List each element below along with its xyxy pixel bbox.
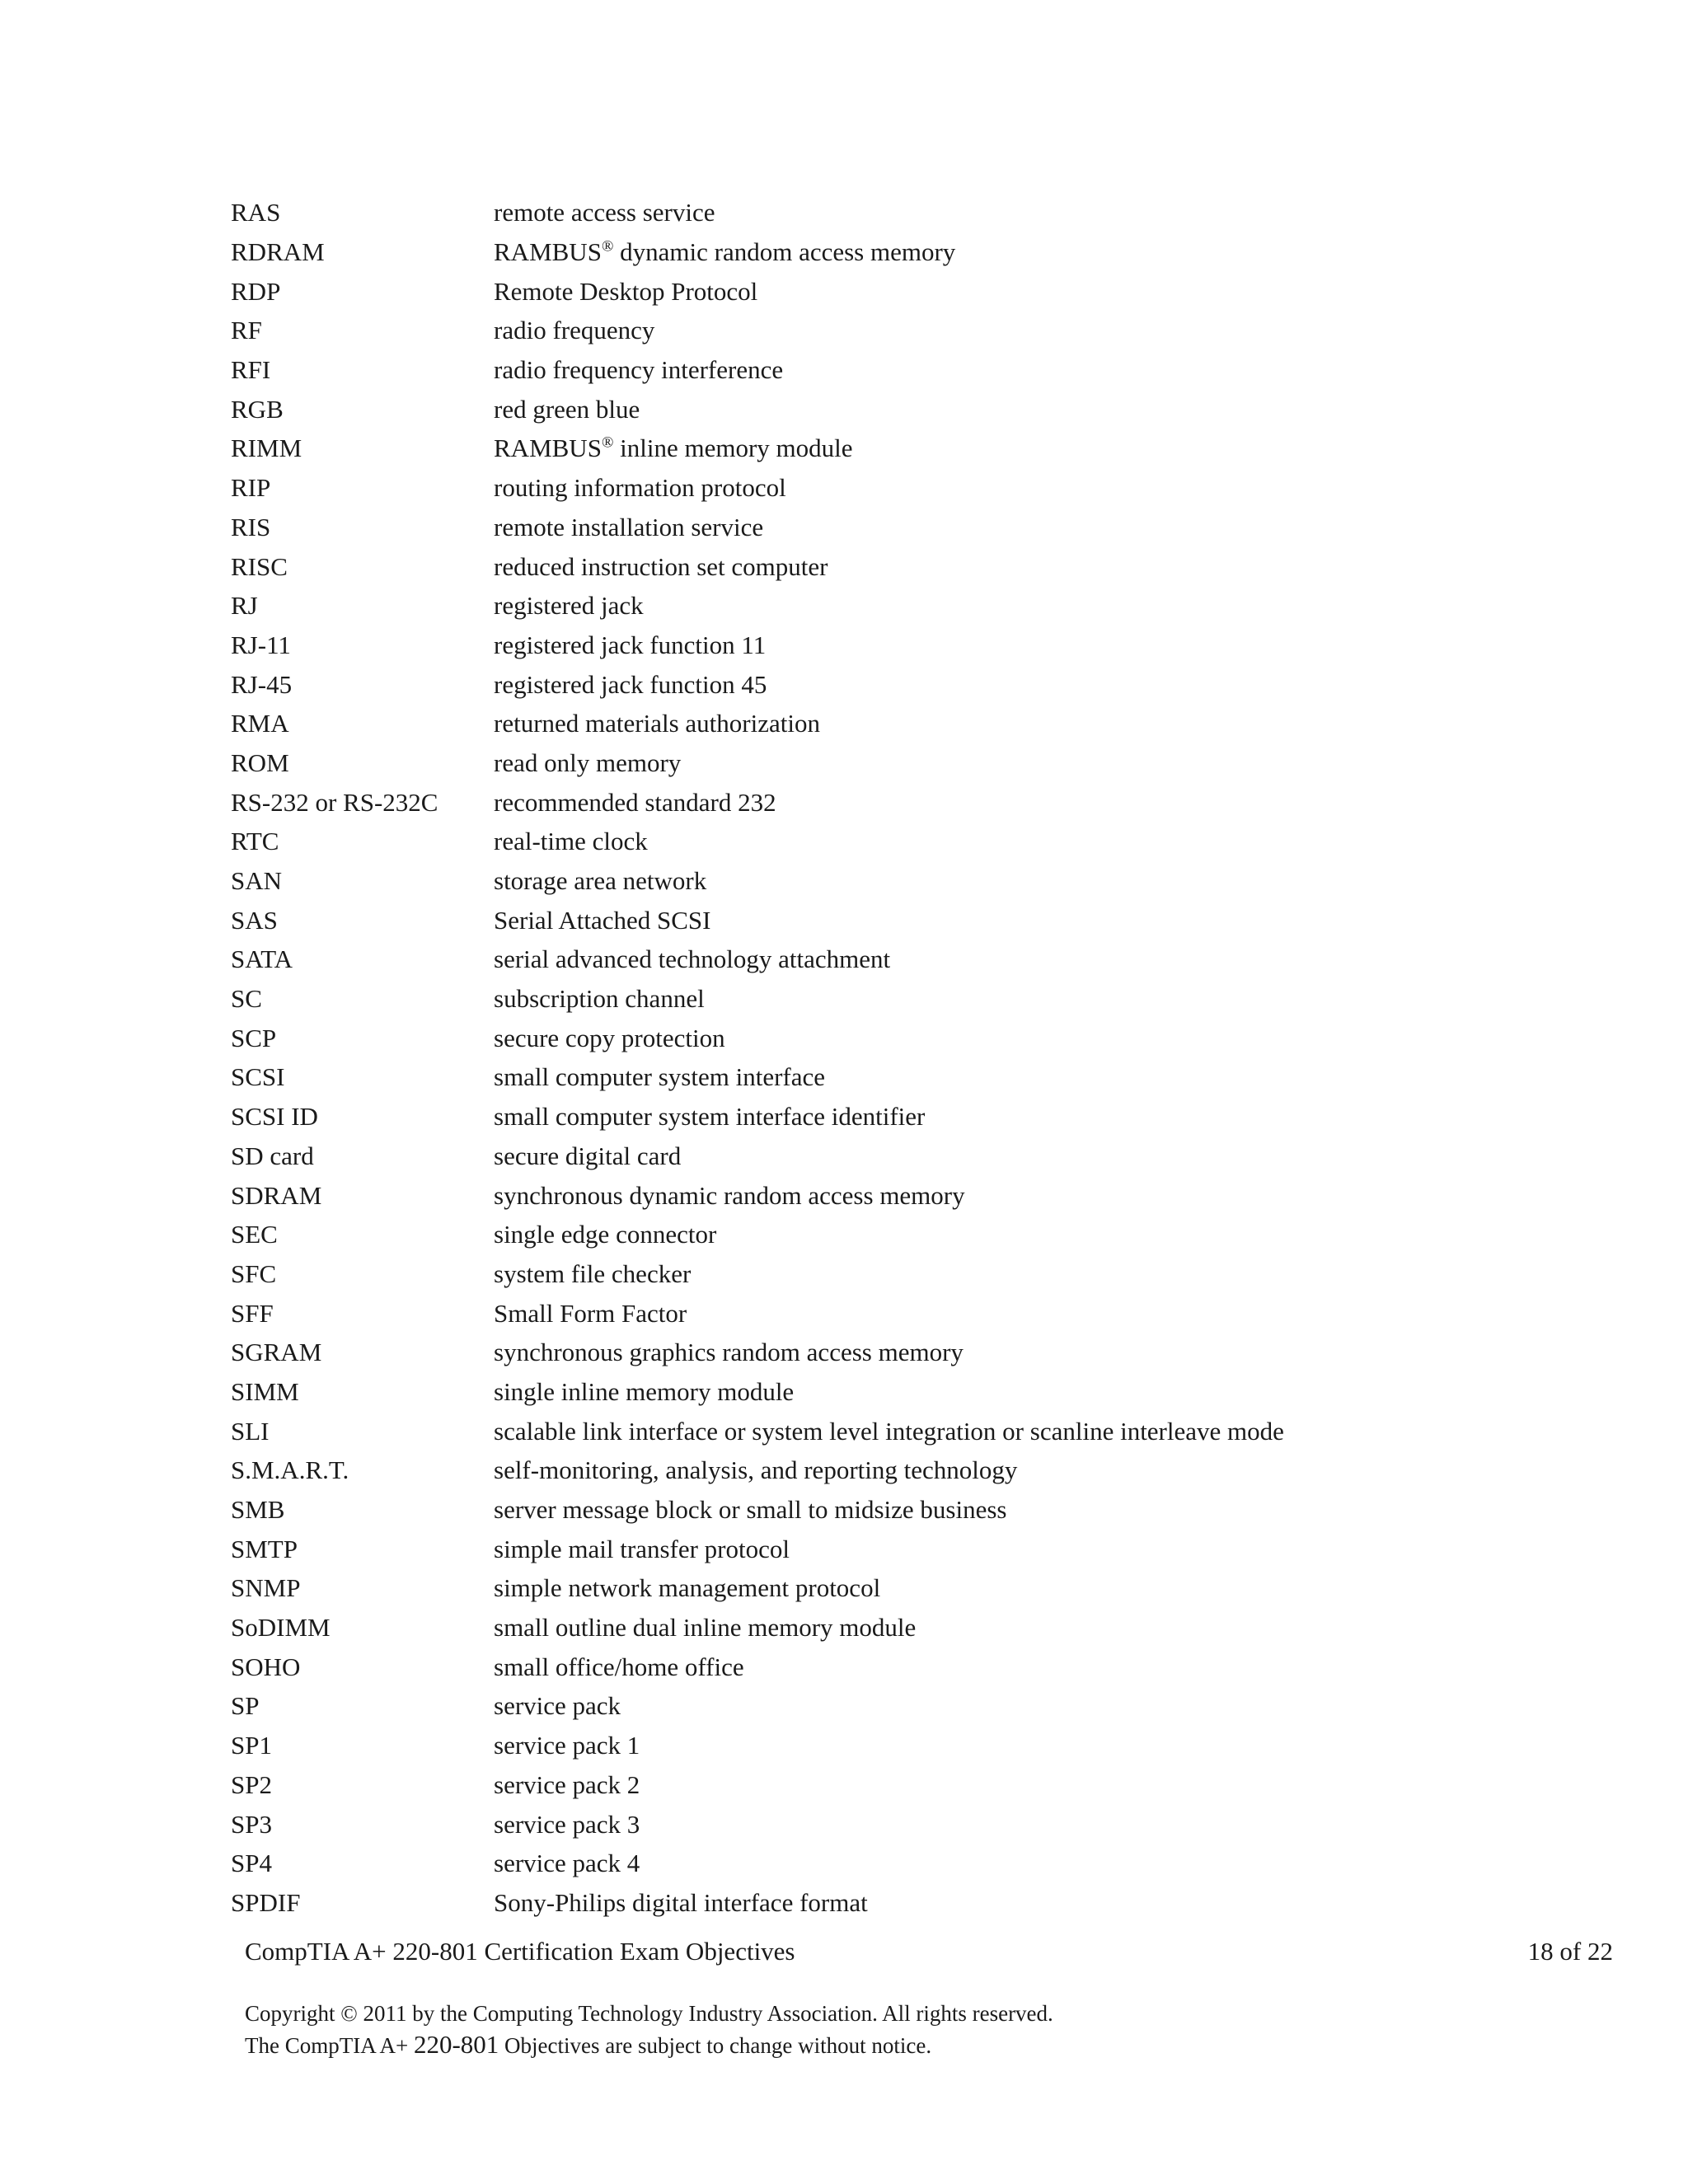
acronym-row [231, 1647, 1467, 1686]
page-number: 18 of 22 [1527, 1937, 1613, 1966]
registered-mark: ® [601, 237, 614, 255]
page-footer [245, 1937, 1613, 1966]
acronym-definition: remote installation service [494, 512, 764, 541]
acronym-term: SD card [231, 1141, 314, 1170]
acronym-row [231, 626, 1467, 665]
acronym-row [231, 822, 1467, 861]
acronym-definition: self-monitoring, analysis, and reporting technology [494, 1455, 1018, 1485]
acronym-row [231, 271, 1467, 311]
acronym-term: SIMM [231, 1376, 299, 1406]
acronym-definition: synchronous dynamic random access memory [494, 1180, 965, 1210]
acronym-definition: small computer system interface [494, 1062, 826, 1092]
acronym-term: SP1 [231, 1731, 272, 1760]
acronym-term: SCP [231, 1023, 277, 1052]
acronym-term: RJ-11 [231, 630, 291, 659]
acronym-definition: secure copy protection [494, 1023, 725, 1052]
acronym-row [231, 350, 1467, 390]
acronym-row [231, 1254, 1467, 1294]
acronym-row [231, 1451, 1467, 1490]
acronym-row [231, 311, 1467, 350]
acronym-term: RIMM [231, 434, 302, 463]
acronym-term: ROM [231, 748, 289, 777]
acronym-definition: registered jack [494, 591, 644, 621]
acronym-row [231, 232, 1467, 272]
acronym-term: SMB [231, 1495, 285, 1525]
definition-text: RAMBUS [494, 237, 602, 267]
acronym-definition: service pack [494, 1691, 621, 1721]
acronym-definition: small computer system interface identifier [494, 1102, 926, 1132]
acronym-term: SOHO [231, 1652, 301, 1681]
acronym-row [231, 586, 1467, 626]
acronym-definition: storage area network [494, 866, 707, 896]
acronym-definition [494, 435, 1467, 461]
acronym-definition: service pack 3 [494, 1809, 640, 1839]
footer-title: CompTIA A+ 220-801 Certification Exam Objectives [245, 1937, 795, 1966]
acronym-row [231, 664, 1467, 704]
acronym-term: SAS [231, 905, 278, 935]
acronym-definition: scalable link interface or system level integration or scanline interleave mode [494, 1416, 1284, 1446]
definition-text: inline memory module [613, 434, 853, 463]
acronym-definition: returned materials authorization [494, 709, 820, 738]
acronym-term: RIS [231, 512, 271, 541]
acronym-definition: server message block or small to midsize business [494, 1495, 1007, 1525]
acronym-definition: read only memory [494, 748, 682, 777]
acronym-term: RDRAM [231, 237, 325, 267]
acronym-term: SPDIF [231, 1887, 301, 1917]
acronym-row [231, 782, 1467, 822]
acronym-term: SFC [231, 1258, 277, 1288]
acronym-definition: routing information protocol [494, 473, 786, 503]
definition-text: RAMBUS [494, 434, 602, 463]
acronym-term: RISC [231, 551, 288, 581]
acronym-term: SP4 [231, 1849, 272, 1878]
acronym-term: SCSI ID [231, 1102, 318, 1132]
acronym-term: RMA [231, 709, 289, 738]
notice-code: 220-801 [413, 2030, 499, 2059]
acronym-row [231, 1883, 1467, 1923]
acronym-row [231, 940, 1467, 979]
acronym-row [231, 193, 1467, 232]
acronym-row [231, 468, 1467, 508]
acronym-term: SC [231, 984, 262, 1014]
acronym-definition: reduced instruction set computer [494, 551, 828, 581]
acronym-term: RIP [231, 473, 271, 503]
acronym-row [231, 1490, 1467, 1530]
acronym-definition: system file checker [494, 1258, 692, 1288]
acronym-term: SP2 [231, 1769, 272, 1799]
acronym-row [231, 1608, 1467, 1647]
registered-mark: ® [601, 434, 614, 452]
acronym-definition: registered jack function 45 [494, 669, 767, 699]
notice-prefix: The CompTIA A+ [245, 2033, 414, 2058]
acronym-row [231, 1057, 1467, 1097]
acronym-term: SNMP [231, 1573, 301, 1603]
acronym-definition: simple mail transfer protocol [494, 1534, 790, 1563]
acronym-list [231, 193, 1467, 1922]
acronym-row [231, 1529, 1467, 1568]
acronym-row [231, 1097, 1467, 1137]
acronym-term: SCSI [231, 1062, 285, 1092]
acronym-definition: serial advanced technology attachment [494, 944, 891, 974]
acronym-term: RJ [231, 591, 258, 621]
copyright-line: Copyright © 2011 by the Computing Technology Industry Association. All rights reserved. [245, 2001, 1053, 2026]
notice-line [245, 2029, 1053, 2061]
acronym-row [231, 979, 1467, 1019]
acronym-definition: real-time clock [494, 827, 648, 856]
acronym-row [231, 1804, 1467, 1844]
acronym-term: RDP [231, 276, 281, 306]
acronym-term: SP3 [231, 1809, 272, 1839]
acronym-definition: red green blue [494, 394, 640, 424]
acronym-term: SoDIMM [231, 1613, 331, 1643]
acronym-definition: recommended standard 232 [494, 787, 776, 817]
acronym-term: SEC [231, 1220, 278, 1249]
acronym-definition: service pack 1 [494, 1731, 640, 1760]
notice-suffix: Objectives are subject to change without notice. [499, 2033, 932, 2058]
acronym-definition: Remote Desktop Protocol [494, 276, 758, 306]
acronym-term: RTC [231, 827, 279, 856]
acronym-term: SLI [231, 1416, 270, 1446]
acronym-term: RGB [231, 394, 284, 424]
acronym-definition: Serial Attached SCSI [494, 905, 711, 935]
acronym-row [231, 389, 1467, 429]
acronym-row [231, 900, 1467, 940]
acronym-row [231, 1018, 1467, 1057]
acronym-definition: simple network management protocol [494, 1573, 881, 1603]
acronym-term: SGRAM [231, 1338, 322, 1367]
definition-text: dynamic random access memory [613, 237, 956, 267]
acronym-definition: registered jack function 11 [494, 630, 767, 659]
acronym-term: SMTP [231, 1534, 298, 1563]
acronym-row [231, 1686, 1467, 1726]
acronym-row [231, 704, 1467, 743]
acronym-definition: secure digital card [494, 1141, 682, 1170]
acronym-term: RS-232 or RS-232C [231, 787, 438, 817]
acronym-definition: small office/home office [494, 1652, 744, 1681]
acronym-definition: radio frequency interference [494, 355, 784, 385]
copyright-block [245, 1999, 1053, 2061]
acronym-definition: remote access service [494, 198, 715, 227]
acronym-row [231, 1372, 1467, 1412]
acronym-row [231, 743, 1467, 783]
acronym-term: RF [231, 316, 262, 345]
acronym-definition: single inline memory module [494, 1376, 795, 1406]
acronym-row [231, 429, 1467, 468]
acronym-row [231, 1333, 1467, 1372]
acronym-definition: subscription channel [494, 984, 705, 1014]
acronym-row [231, 1293, 1467, 1333]
acronym-row [231, 1175, 1467, 1215]
acronym-definition [494, 239, 1467, 265]
acronym-row [231, 1411, 1467, 1451]
acronym-term: RAS [231, 198, 281, 227]
acronym-row [231, 546, 1467, 586]
acronym-definition: Small Form Factor [494, 1298, 687, 1328]
acronym-definition: single edge connector [494, 1220, 717, 1249]
acronym-row [231, 508, 1467, 547]
acronym-term: SAN [231, 866, 283, 896]
acronym-row [231, 1726, 1467, 1765]
acronym-definition: synchronous graphics random access memory [494, 1338, 964, 1367]
acronym-definition: Sony-Philips digital interface format [494, 1887, 868, 1917]
acronym-row [231, 1568, 1467, 1608]
acronym-row [231, 861, 1467, 901]
acronym-row [231, 1215, 1467, 1254]
acronym-term: SP [231, 1691, 260, 1721]
acronym-term: SDRAM [231, 1180, 322, 1210]
acronym-row [231, 1137, 1467, 1176]
acronym-row [231, 1844, 1467, 1883]
acronym-definition: service pack 2 [494, 1769, 640, 1799]
acronym-term: SATA [231, 944, 293, 974]
acronym-definition: radio frequency [494, 316, 655, 345]
acronym-term: SFF [231, 1298, 274, 1328]
acronym-term: RFI [231, 355, 271, 385]
acronym-definition: service pack 4 [494, 1849, 640, 1878]
acronym-row [231, 1765, 1467, 1805]
acronym-term: RJ-45 [231, 669, 293, 699]
acronym-term: S.M.A.R.T. [231, 1455, 349, 1485]
acronym-definition: small outline dual inline memory module [494, 1613, 917, 1643]
